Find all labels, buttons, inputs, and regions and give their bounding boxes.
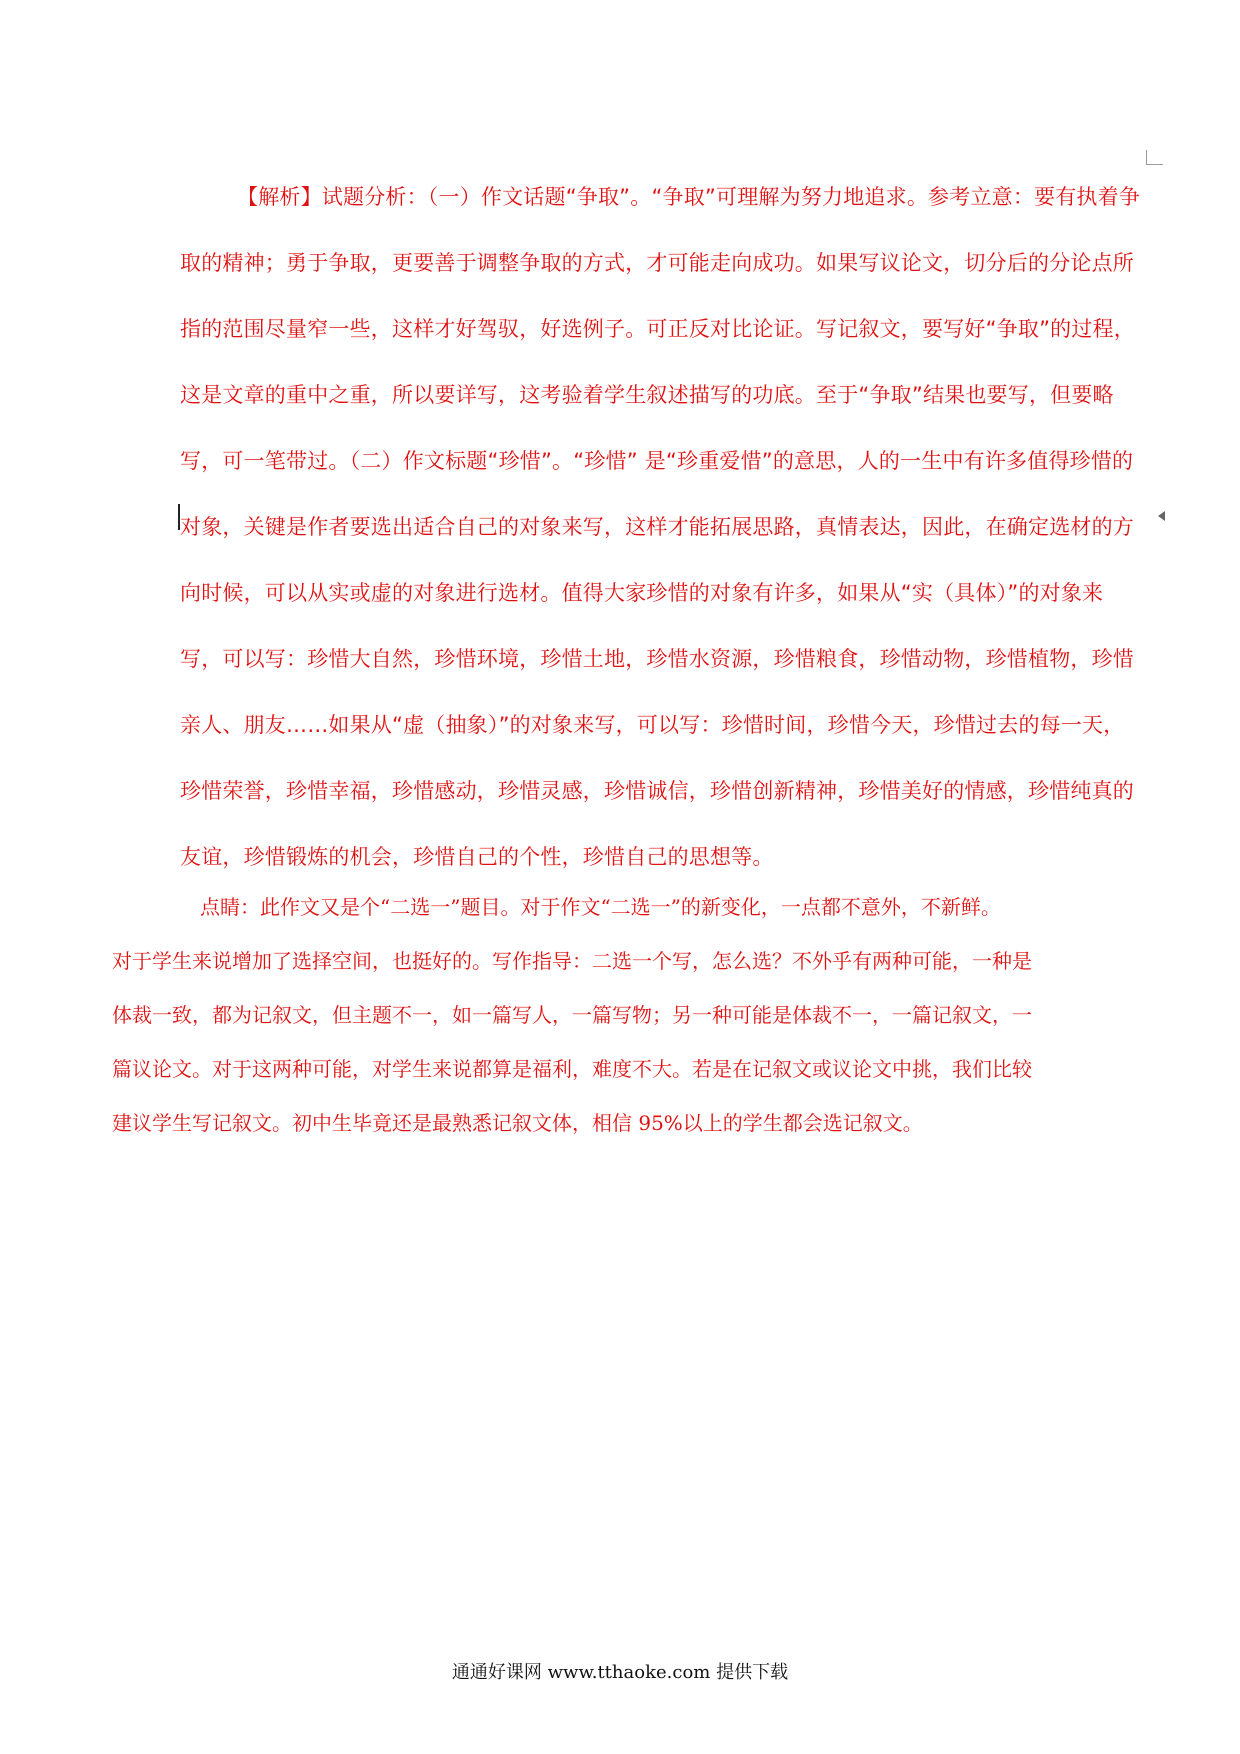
analysis-line: 写，可一笔带过。（二）作文标题“珍惜”。“珍惜” 是“珍重爱惜”的意思，人的一生中有许多值得珍惜的 bbox=[180, 449, 1134, 473]
analysis-line: 写，可以写：珍惜大自然，珍惜环境，珍惜土地，珍惜水资源，珍惜粮食，珍惜动物，珍惜植物，珍惜 bbox=[180, 647, 1134, 671]
comment-paragraph bbox=[112, 880, 1152, 1150]
page-footer: 通通好课网 www.tthaoke.com 提供下载 bbox=[451, 1662, 789, 1683]
analysis-line: 取的精神；勇于争取，更要善于调整争取的方式，才可能走向成功。如果写议论文，切分后的分论点所 bbox=[180, 251, 1134, 275]
comment-line: 篇议论文。对于这两种可能，对学生来说都算是福利，难度不大。若是在记叙文或议论文中挑，我们比较 bbox=[112, 1057, 1032, 1081]
text-cursor bbox=[178, 504, 180, 530]
comment-line: 体裁一致，都为记叙文，但主题不一，如一篇写人，一篇写物；另一种可能是体裁不一，一篇记叙文，一 bbox=[112, 1003, 1032, 1027]
comment-line: 建议学生写记叙文。初中生毕竟还是最熟悉记叙文体，相信 95%以上的学生都会选记叙文。 bbox=[112, 1111, 923, 1135]
analysis-line: 【解析】试题分析：（一）作文话题“争取”。“争取”可理解为努力地追求。参考立意：要有执着争 bbox=[237, 185, 1141, 209]
analysis-line: 珍惜荣誉，珍惜幸福，珍惜感动，珍惜灵感，珍惜诚信，珍惜创新精神，珍惜美好的情感，珍惜纯真的 bbox=[180, 779, 1134, 803]
analysis-line: 对象，关键是作者要选出适合自己的对象来写，这样才能拓展思路，真情表达，因此，在确定选材的方 bbox=[180, 515, 1134, 539]
analysis-line: 向时候，可以从实或虚的对象进行选材。值得大家珍惜的对象有许多，如果从“实（具体）”的对象来 bbox=[180, 581, 1104, 605]
analysis-paragraph bbox=[180, 164, 1160, 890]
analysis-line: 这是文章的重中之重，所以要详写，这考验着学生叙述描写的功底。至于“争取”结果也要写，但要略 bbox=[180, 383, 1114, 407]
analysis-line: 指的范围尽量窄一些，这样才好驾驭，好选例子。可正反对比论证。写记叙文，要写好“争取”的过程， bbox=[180, 317, 1135, 341]
paragraph-arrow-icon bbox=[1158, 511, 1165, 521]
analysis-line: 亲人、朋友……如果从“虚（抽象）”的对象来写，可以写：珍惜时间，珍惜今天，珍惜过去的每一天， bbox=[180, 713, 1125, 737]
comment-line: 对于学生来说增加了选择空间，也挺好的。写作指导：二选一个写，怎么选？不外乎有两种可能，一种是 bbox=[112, 949, 1032, 973]
page-corner-marker bbox=[1146, 150, 1163, 165]
comment-line: 点睛：此作文又是个“二选一”题目。对于作文“二选一”的新变化，一点都不意外，不新鲜。 bbox=[200, 895, 1001, 919]
analysis-line: 友谊，珍惜锻炼的机会，珍惜自己的个性，珍惜自己的思想等。 bbox=[180, 845, 774, 869]
